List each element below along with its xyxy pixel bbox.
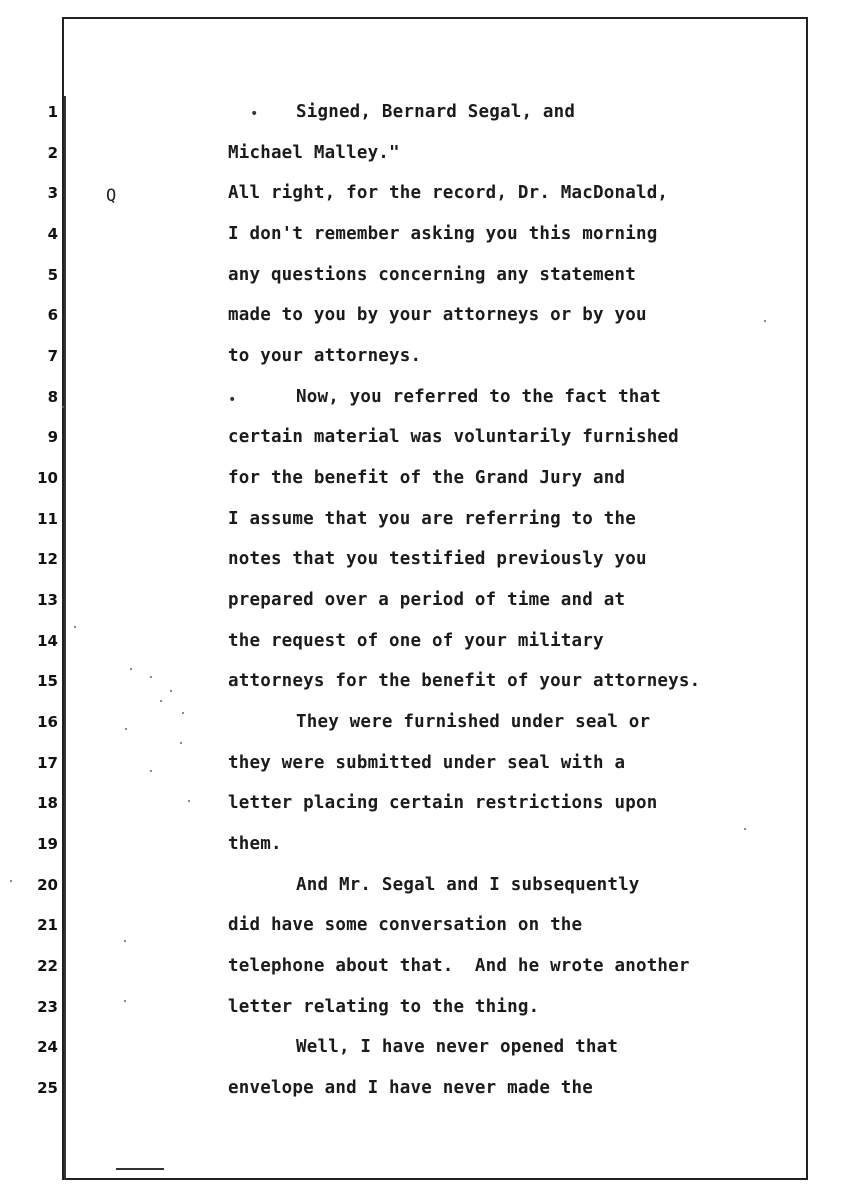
scan-speck <box>150 770 152 772</box>
line-number: 18 <box>37 794 58 812</box>
scan-speck <box>170 690 172 692</box>
transcript-line: made to you by your attorneys or by you <box>228 305 647 325</box>
transcript-line: for the benefit of the Grand Jury and <box>228 468 626 488</box>
transcript-line: to your attorneys. <box>228 346 422 366</box>
transcript-line: prepared over a period of time and at <box>228 590 626 610</box>
transcript-line: Well, I have never opened that <box>296 1037 619 1057</box>
transcript-line: attorneys for the benefit of your attorneys. <box>228 671 701 691</box>
transcript-line: And Mr. Segal and I subsequently <box>296 875 640 895</box>
scan-speck <box>74 626 76 628</box>
line-number: 25 <box>37 1079 58 1097</box>
scan-speck <box>62 406 64 408</box>
line-number: 11 <box>37 510 58 528</box>
scan-speck <box>125 728 127 730</box>
line-number: 13 <box>37 591 58 609</box>
line-number: 23 <box>37 998 58 1016</box>
transcript-line: certain material was voluntarily furnished <box>228 427 679 447</box>
line-number: 21 <box>37 916 58 934</box>
scan-speck <box>764 320 766 322</box>
bullet-mark: • <box>250 106 259 122</box>
line-number: 17 <box>37 754 58 772</box>
line-number: 12 <box>37 550 58 568</box>
line-number: 2 <box>47 144 58 162</box>
transcript-line: envelope and I have never made the <box>228 1078 594 1098</box>
transcript-line: notes that you testified previously you <box>228 549 647 569</box>
transcript-line: They were furnished under seal or <box>296 712 651 732</box>
line-number: 24 <box>37 1038 58 1056</box>
transcript-line: them. <box>228 834 282 854</box>
scan-speck <box>182 712 184 714</box>
line-number: 22 <box>37 957 58 975</box>
line-number: 19 <box>37 835 58 853</box>
left-margin-rule <box>64 96 66 1180</box>
scan-speck <box>180 742 182 744</box>
footer-rule <box>116 1168 164 1170</box>
scan-speck <box>160 700 162 702</box>
line-number: 8 <box>47 388 58 406</box>
transcript-line: the request of one of your military <box>228 631 604 651</box>
line-number: 4 <box>47 225 58 243</box>
transcript-line: I assume that you are referring to the <box>228 509 636 529</box>
transcript-line: letter relating to the thing. <box>228 997 540 1017</box>
line-number: 20 <box>37 876 58 894</box>
scan-speck <box>124 1000 126 1002</box>
transcript-line: did have some conversation on the <box>228 915 583 935</box>
transcript-line: they were submitted under seal with a <box>228 753 626 773</box>
line-number: 7 <box>47 347 58 365</box>
scan-speck <box>124 940 126 942</box>
speaker-question-mark: Q <box>106 186 117 206</box>
transcript-line: Signed, Bernard Segal, and <box>296 102 576 122</box>
transcript-line: letter placing certain restrictions upon <box>228 793 658 813</box>
scan-speck <box>150 676 152 678</box>
line-number: 5 <box>47 266 58 284</box>
transcript-line: All right, for the record, Dr. MacDonald, <box>228 183 669 203</box>
line-number: 3 <box>47 184 58 202</box>
scan-speck <box>10 880 12 882</box>
line-number: 10 <box>37 469 58 487</box>
transcript-line: Michael Malley." <box>228 143 400 163</box>
scan-speck <box>188 800 190 802</box>
transcript-line: Now, you referred to the fact that <box>296 387 662 407</box>
transcript-line: any questions concerning any statement <box>228 265 636 285</box>
scan-speck <box>130 668 132 670</box>
bullet-mark: • <box>228 392 237 408</box>
transcript-line: telephone about that. And he wrote another <box>228 956 690 976</box>
line-number: 1 <box>47 103 58 121</box>
line-number: 15 <box>37 672 58 690</box>
line-number: 16 <box>37 713 58 731</box>
scan-speck <box>744 828 746 830</box>
transcript-line: I don't remember asking you this morning <box>228 224 658 244</box>
line-number: 6 <box>47 306 58 324</box>
line-number: 14 <box>37 632 58 650</box>
line-number: 9 <box>47 428 58 446</box>
